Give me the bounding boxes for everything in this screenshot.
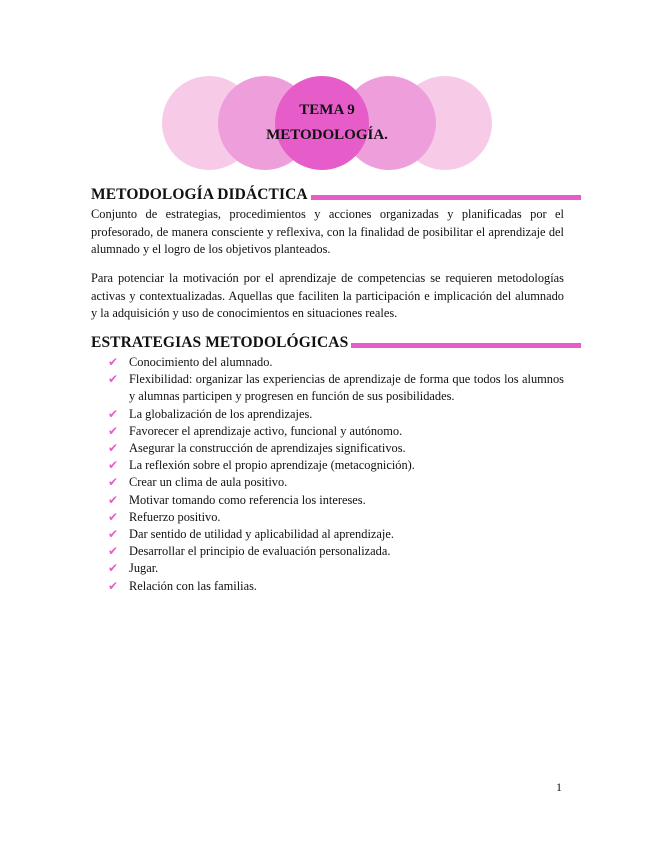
list-item: ✔ La reflexión sobre el propio aprendizaje (metacognición). (108, 457, 564, 474)
list-item: ✔ Crear un clima de aula positivo. (108, 474, 564, 491)
check-icon: ✔ (108, 561, 119, 576)
list-item: ✔ La globalización de los aprendizajes. (108, 406, 564, 423)
strategies-list (108, 354, 564, 595)
check-icon: ✔ (108, 578, 119, 593)
list-item: ✔ Motivar tomando como referencia los intereses. (108, 492, 564, 509)
section-underline-bar (311, 195, 581, 200)
check-icon: ✔ (108, 458, 119, 473)
list-item: ✔ Desarrollar el principio de evaluación personalizada. (108, 543, 564, 560)
paragraph-definition: Conjunto de estrategias, procedimientos y acciones organizadas y planificadas por el profesorado, de manera consciente y reflexiva, con la finalidad de posibilitar el aprendizaje del alumnado y el logro de los objetivos planteados. (91, 207, 564, 256)
paragraph-motivation: Para potenciar la motivación por el aprendizaje de competencias se requieren metodologías activas y contextualizadas. Aquellas que faciliten la participación e implicación del alumnado y la adquisición y uso de conocimientos en situaciones reales. (91, 271, 564, 320)
list-item: ✔ Dar sentido de utilidad y aplicabilidad al aprendizaje. (108, 526, 564, 543)
list-item: ✔ Relación con las familias. (108, 578, 564, 595)
list-item: ✔ Conocimiento del alumnado. (108, 354, 564, 371)
section-heading-estrategias (91, 334, 581, 352)
check-icon: ✔ (108, 406, 119, 421)
section-underline-bar (351, 343, 581, 348)
check-icon: ✔ (108, 492, 119, 507)
title-line-1: TEMA 9 (299, 102, 355, 118)
check-icon: ✔ (108, 475, 119, 490)
check-icon: ✔ (108, 423, 119, 438)
list-item: ✔ Refuerzo positivo. (108, 509, 564, 526)
page-number: 1 (556, 780, 562, 794)
check-icon: ✔ (108, 544, 119, 559)
list-item: ✔ Asegurar la construcción de aprendizajes significativos. (108, 440, 564, 457)
section-heading-metodologia (91, 186, 581, 204)
section-title: METODOLOGÍA DIDÁCTICA (91, 186, 308, 203)
list-item: ✔ Jugar. (108, 560, 564, 577)
check-icon: ✔ (108, 509, 119, 524)
list-item: ✔ Flexibilidad: organizar las experiencias de aprendizaje de forma que todos los alumnos y alumnas participen y progresen en función de sus posibilidades. (108, 371, 564, 405)
list-item: ✔ Favorecer el aprendizaje activo, funcional y autónomo. (108, 423, 564, 440)
check-icon: ✔ (108, 372, 119, 387)
page-title (162, 98, 492, 148)
section-title: ESTRATEGIAS METODOLÓGICAS (91, 334, 349, 351)
check-icon: ✔ (108, 527, 119, 542)
check-icon: ✔ (108, 441, 119, 456)
title-line-2: METODOLOGÍA. (266, 127, 388, 143)
check-icon: ✔ (108, 355, 119, 369)
